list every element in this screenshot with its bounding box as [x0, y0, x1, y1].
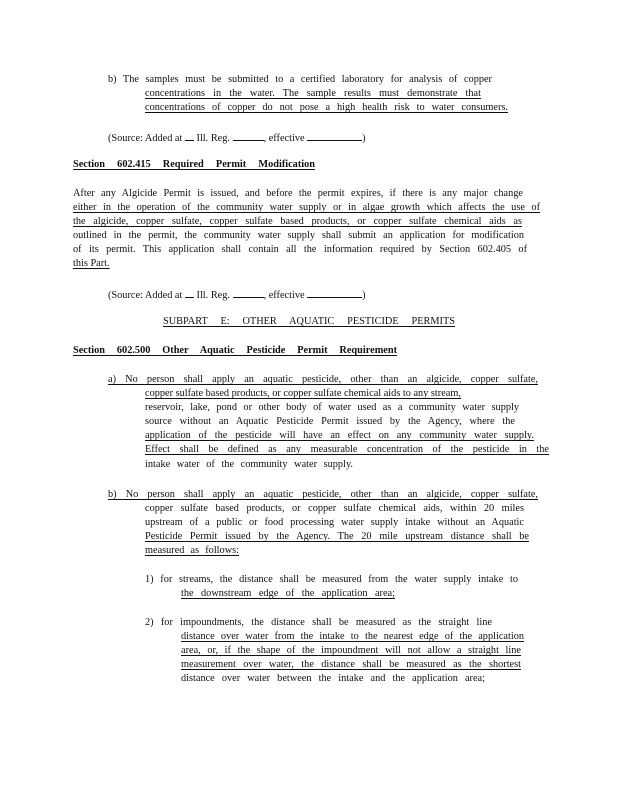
item-a-line-4: source without an Aquatic Pesticide Permit issued by the Agency, where the	[145, 416, 515, 427]
item-a-line-5: application of the pesticide will have an effect on any community water supply.	[145, 430, 534, 441]
item-2-line-5: distance over water between the intake and the application area;	[181, 673, 485, 684]
item-b-line-5: measured as follows:	[145, 545, 239, 556]
item-a-line-1: a) No person shall apply an aquatic pesticide, other than an algicide, copper sulfate,	[108, 374, 538, 385]
source-close-2: )	[362, 290, 366, 301]
section-415-line-4: outlined in the permit, the community water supply shall submit an application for modification	[73, 230, 524, 241]
item-2-line-1: 2) for impoundments, the distance shall be measured as the straight line	[145, 617, 492, 628]
item-1-line-1: 1) for streams, the distance shall be measured from the water supply intake to	[145, 574, 518, 585]
item-1-line-2: the downstream edge of the application area;	[181, 588, 395, 599]
source-effective-2: , effective	[263, 290, 305, 301]
source-note-1	[108, 130, 366, 145]
item-b-line-1: b) No person shall apply an aquatic pesticide, other than an algicide, copper sulfate,	[108, 489, 538, 500]
source-prefix-2: (Source: Added at	[108, 290, 183, 301]
section-415-line-1: After any Algicide Permit is issued, and before the permit expires, if there is any major change	[73, 188, 523, 199]
item-2-line-4: measurement over water, the distance shall be measured as the shortest	[181, 659, 521, 670]
item-a-line-6: Effect shall be defined as any measurable concentration of the pesticide in the	[145, 444, 549, 455]
item-2-line-2: distance over water from the intake to the nearest edge of the application	[181, 631, 524, 642]
item-b-samples-line-1: b) The samples must be submitted to a certified laboratory for analysis of copper	[108, 74, 492, 85]
source-note-2	[108, 287, 366, 302]
subpart-e-title: SUBPART E: OTHER AQUATIC PESTICIDE PERMITS	[163, 316, 455, 327]
section-415-line-6: this Part.	[73, 258, 110, 269]
section-415-line-3: the algicide, copper sulfate, copper sulfate based products, or copper sulfate chemical aids as	[73, 216, 522, 227]
item-b-samples-line-3: concentrations of copper do not pose a high health risk to water consumers.	[145, 102, 508, 113]
section-415-heading: Section 602.415 Required Permit Modification	[73, 159, 315, 170]
item-b-line-3: upstream of a public or food processing water supply intake without an Aquatic	[145, 517, 524, 528]
source-prefix: (Source: Added at	[108, 133, 183, 144]
section-500-heading: Section 602.500 Other Aquatic Pesticide Permit Requirement	[73, 345, 397, 356]
item-2-line-3: area, or, if the shape of the impoundment will not allow a straight line	[181, 645, 521, 656]
item-b-line-4: Pesticide Permit issued by the Agency. The 20 mile upstream distance shall be	[145, 531, 529, 542]
section-415-line-5: of its permit. This application shall contain all the information required by Section 602.405 of	[73, 244, 527, 255]
item-b-line-2: copper sulfate based products, or copper sulfate chemical aids, within 20 miles	[145, 503, 524, 514]
source-close: )	[362, 133, 366, 144]
source-reg: Ill. Reg.	[196, 133, 230, 144]
source-effective: , effective	[263, 133, 305, 144]
item-a-line-3: reservoir, lake, pond or other body of water used as a community water supply	[145, 402, 519, 413]
item-a-line-2: copper sulfate based products, or copper sulfate chemical aids to any stream,	[145, 388, 461, 399]
item-b-samples-line-2: concentrations in the water. The sample results must demonstrate that	[145, 88, 481, 99]
item-a-line-7: intake water of the community water supply.	[145, 459, 353, 470]
source-reg-2: Ill. Reg.	[196, 290, 230, 301]
section-415-line-2: either in the operation of the community water supply or in algae growth which affects the use of	[73, 202, 540, 213]
